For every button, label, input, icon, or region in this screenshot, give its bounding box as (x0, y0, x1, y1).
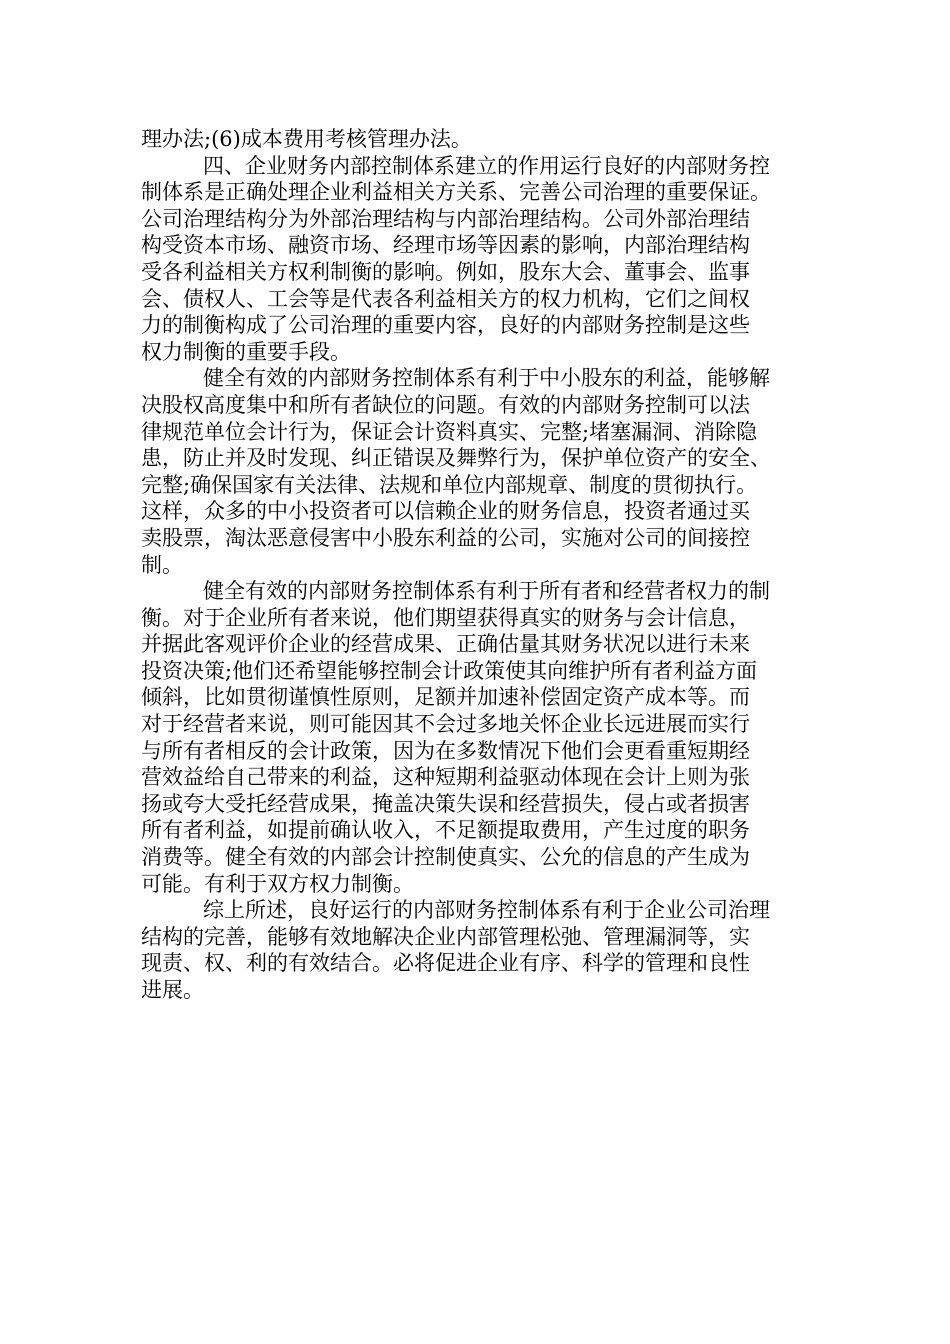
text-line: 力的制衡构成了公司治理的重要内容，良好的内部财务控制是这些 (141, 313, 750, 338)
text-line: 投资决策;他们还希望能够控制会计政策使其向维护所有者利益方面 (141, 658, 758, 683)
text-line: 营效益给自己带来的利益，这种短期利益驱动体现在会计上则为张 (141, 765, 750, 790)
text-line: 综上所述，良好运行的内部财务控制体系有利于企业公司治理 (203, 898, 770, 923)
body-text (141, 126, 813, 1004)
text-line: 进展。 (141, 978, 204, 1002)
text-line: 健全有效的内部财务控制体系有利于所有者和经营者权力的制 (203, 579, 770, 604)
text-line: 决股权高度集中和所有者缺位的问题。有效的内部财务控制可以法 (141, 392, 750, 417)
text-line: 会、债权人、工会等是代表各利益相关方的权力机构，它们之间权 (141, 286, 750, 311)
text-line: 受各利益相关方权利制衡的影响。例如，股东大会、董事会、监事 (141, 259, 750, 284)
text-line: 与所有者相反的会计政策，因为在多数情况下他们会更看重短期经 (141, 738, 750, 763)
paragraph-4 (141, 578, 813, 897)
text-line: 构受资本市场、融资市场、经理市场等因素的影响，内部治理结构 (141, 233, 750, 258)
paragraph-1 (141, 126, 813, 153)
text-line: 卖股票，淘汰恶意侵害中小股东利益的公司，实施对公司的间接控 (141, 525, 750, 550)
text-line: 制体系是正确处理企业利益相关方关系、完善公司治理的重要保证。 (141, 180, 771, 205)
text-line: 并据此客观评价企业的经营成果、正确估量其财务状况以进行未来 (141, 632, 750, 657)
text-line: 制。 (141, 552, 183, 577)
text-line: 这样，众多的中小投资者可以信赖企业的财务信息，投资者通过买 (141, 499, 750, 524)
paragraph-2 (141, 153, 813, 366)
text-line: 消费等。健全有效的内部会计控制使真实、公允的信息的产生成为 (141, 845, 750, 870)
text-line: 对于经营者来说，则可能因其不会过多地关怀企业长远进展而实行 (141, 712, 750, 737)
text-line: 所有者利益，如提前确认收入，不足额提取费用，产生过度的职务 (141, 818, 750, 843)
paragraph-5 (141, 897, 813, 1003)
text-line: 理办法;(6)成本费用考核管理办法。 (141, 127, 472, 151)
text-line: 公司治理结构分为外部治理结构与内部治理结构。公司外部治理结 (141, 206, 750, 231)
text-line: 可能。有利于双方权力制衡。 (141, 871, 414, 896)
text-line: 律规范单位会计行为，保证会计资料真实、完整;堵塞漏洞、消除隐 (141, 419, 758, 444)
text-line: 健全有效的内部财务控制体系有利于中小股东的利益，能够解 (203, 366, 770, 391)
text-line: 衡。对于企业所有者来说，他们期望获得真实的财务与会计信息， (141, 605, 750, 630)
text-line: 结构的完善，能够有效地解决企业内部管理松弛、管理漏洞等，实 (141, 924, 750, 949)
text-line: 患，防止并及时发现、纠正错误及舞弊行为，保护单位资产的安全、 (141, 446, 771, 471)
text-line: 权力制衡的重要手段。 (141, 339, 351, 364)
paragraph-3 (141, 365, 813, 578)
text-line: 扬或夸大受托经营成果，掩盖决策失误和经营损失，侵占或者损害 (141, 791, 750, 816)
text-line: 四、企业财务内部控制体系建立的作用运行良好的内部财务控 (203, 153, 770, 178)
text-line: 完整;确保国家有关法律、法规和单位内部规章、制度的贯彻执行。 (141, 472, 758, 497)
text-line: 现责、权、利的有效结合。必将促进企业有序、科学的管理和良性 (141, 951, 750, 976)
text-line: 倾斜，比如贯彻谨慎性原则，足额并加速补偿固定资产成本等。而 (141, 685, 750, 710)
